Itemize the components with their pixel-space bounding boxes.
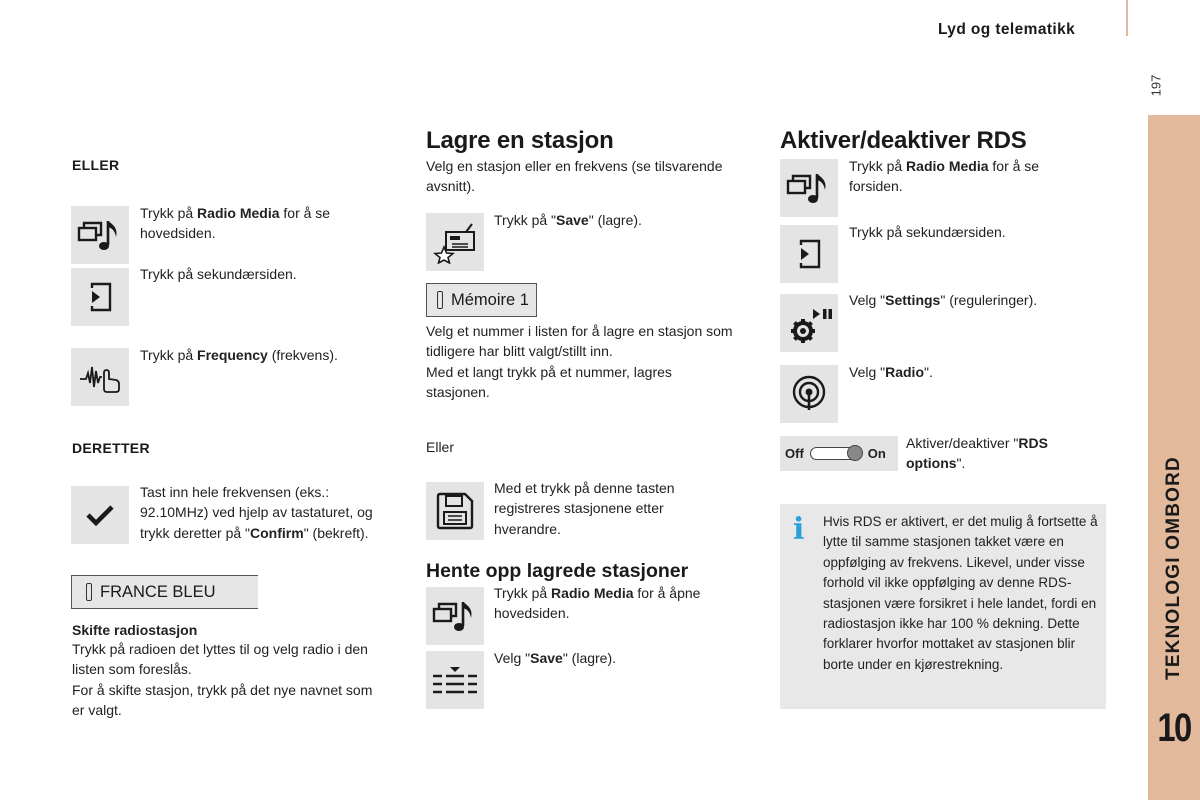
- col2-step1-text: Trykk på "Save" (lagre).: [494, 212, 642, 228]
- col3-step4-text: Velg "Radio".: [849, 364, 933, 380]
- save-station-title: Lagre en stasjon: [426, 127, 614, 154]
- rds-toggle: [780, 436, 898, 471]
- col2-step4-text: Velg "Save" (lagre).: [494, 650, 617, 666]
- col1-step3-text: Trykk på Frequency (frekvens).: [140, 347, 338, 363]
- frequency-icon: [71, 348, 129, 406]
- slot-icon: [86, 583, 92, 601]
- change-station-text2: For å skifte stasjon, trykk på det nye navnet som er valgt.: [72, 682, 373, 719]
- col2-step2-text: Med et trykk på denne tasten registreres stasjonene etter hverandre.: [494, 480, 675, 537]
- memory-slot-bar: [426, 283, 537, 317]
- header-divider: [1126, 0, 1128, 36]
- presets-list-icon: [426, 651, 484, 709]
- floppy-disk-icon: [426, 482, 484, 540]
- info-icon: i: [793, 512, 805, 547]
- radio-media-icon: [426, 587, 484, 645]
- toggle-knob: [847, 445, 863, 461]
- memory-slot-label: Mémoire 1: [451, 290, 529, 309]
- toggle-on-label: On: [867, 446, 886, 461]
- secondary-page-icon: [780, 225, 838, 283]
- eller-label: ELLER: [72, 157, 120, 173]
- col1-step4-text: Tast inn hele frekvensen (eks.: 92.10MHz) ved hjelp av tastaturet, og trykk deretter på "Confirm" (bekreft).: [140, 484, 373, 541]
- radio-media-icon: [71, 206, 129, 264]
- settings-icon: [780, 294, 838, 352]
- col1-step2-text: Trykk på sekundærsiden.: [140, 266, 297, 282]
- memory-text1: Velg et nummer i listen for å lagre en stasjon som tidligere har blitt valgt/stillt inn.: [426, 323, 733, 360]
- chapter-number: 10: [1157, 706, 1191, 750]
- col3-step1-text: Trykk på Radio Media for å se forsiden.: [849, 158, 1040, 195]
- deretter-label: DERETTER: [72, 440, 150, 456]
- info-text: Hvis RDS er aktivert, er det mulig å fortsette å lytte til samme stasjonen takket være en oppfølging av frekvens. Likevel, under visse forhold vil ikke oppfølging av denne RDS-stasjonen være forsikret i hele landet, fordi en radiostasjon ikke har 100 % dekning. Dette forklarer hvorfor mottaket av stasjonen blir borte under en kjørestrekning.: [823, 514, 1098, 672]
- station-name-bar: [71, 575, 258, 609]
- chapter-tab-label: TEKNOLOGI OMBORD: [1163, 456, 1184, 680]
- col2-eller: Eller: [426, 439, 455, 455]
- save-station-intro: Velg en stasjon eller en frekvens (se tilsvarende avsnitt).: [426, 158, 723, 195]
- radio-signal-icon: [780, 365, 838, 423]
- radio-media-icon: [780, 159, 838, 217]
- checkmark-icon: [71, 486, 129, 544]
- change-station-text1: Trykk på radioen det lyttes til og velg radio i den listen som foreslås.: [72, 641, 368, 678]
- toggle-off-label: Off: [785, 446, 804, 461]
- change-station-title: Skifte radiostasjon: [72, 622, 198, 638]
- recall-stations-subtitle: Hente opp lagrede stasjoner: [426, 560, 689, 582]
- toggle-switch: [810, 447, 862, 460]
- station-name: FRANCE BLEU: [100, 582, 216, 601]
- col2-step3-text: Trykk på Radio Media for å åpne hovedsiden.: [494, 585, 701, 622]
- col3-step2-text: Trykk på sekundærsiden.: [849, 224, 1006, 240]
- page-header-title: Lyd og telematikk: [938, 21, 1076, 38]
- secondary-page-icon: [71, 268, 129, 326]
- page-number: 197: [1148, 74, 1164, 97]
- col1-step1-text: Trykk på Radio Media for å se hovedsiden.: [140, 205, 331, 242]
- save-station-icon: [426, 213, 484, 271]
- col3-toggle-text: Aktiver/deaktiver "RDS options".: [906, 435, 1048, 472]
- slot-icon: [437, 291, 443, 309]
- memory-text2: Med et langt trykk på et nummer, lagres stasjonen.: [426, 364, 672, 401]
- rds-title: Aktiver/deaktiver RDS: [780, 127, 1027, 154]
- col3-step3-text: Velg "Settings" (reguleringer).: [849, 292, 1038, 308]
